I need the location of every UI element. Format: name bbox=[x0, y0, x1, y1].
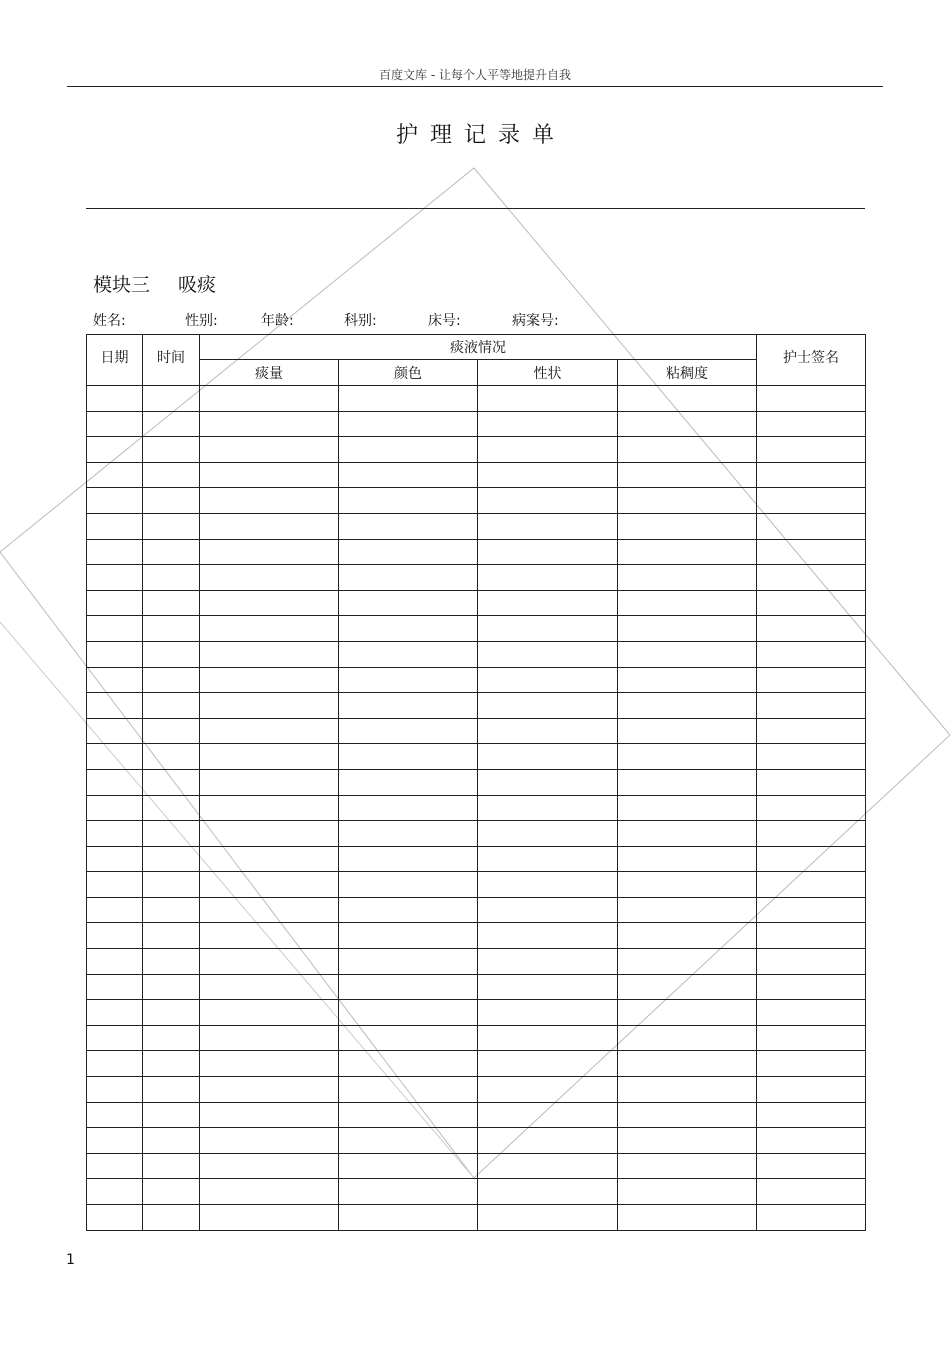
table-cell[interactable] bbox=[200, 565, 339, 591]
table-row bbox=[87, 872, 866, 898]
table-cell[interactable] bbox=[618, 718, 757, 744]
table-cell[interactable] bbox=[478, 872, 618, 898]
table-row bbox=[87, 897, 866, 923]
table-cell[interactable] bbox=[757, 539, 866, 565]
table-cell[interactable] bbox=[757, 1000, 866, 1026]
module-heading bbox=[93, 270, 216, 297]
header-divider bbox=[67, 86, 883, 87]
table-cell[interactable] bbox=[339, 667, 478, 693]
table-row bbox=[87, 513, 866, 539]
table-row bbox=[87, 974, 866, 1000]
table-cell[interactable] bbox=[478, 718, 618, 744]
table-cell[interactable] bbox=[200, 821, 339, 847]
table-cell[interactable] bbox=[143, 437, 200, 463]
table-cell[interactable] bbox=[87, 1153, 143, 1179]
field-department-label: 科别: bbox=[344, 313, 377, 329]
table-cell[interactable] bbox=[200, 616, 339, 642]
table-cell[interactable] bbox=[339, 462, 478, 488]
table-row bbox=[87, 718, 866, 744]
table-cell[interactable] bbox=[478, 488, 618, 514]
table-cell[interactable] bbox=[143, 565, 200, 591]
table-cell[interactable] bbox=[339, 437, 478, 463]
table-cell[interactable] bbox=[200, 949, 339, 975]
table-row bbox=[87, 1025, 866, 1051]
table-cell[interactable] bbox=[757, 1025, 866, 1051]
table-cell[interactable] bbox=[143, 616, 200, 642]
column-header-time: 时间 bbox=[143, 335, 200, 386]
table-cell[interactable] bbox=[200, 411, 339, 437]
table-cell[interactable] bbox=[618, 923, 757, 949]
table-cell[interactable] bbox=[478, 923, 618, 949]
table-cell[interactable] bbox=[757, 821, 866, 847]
table-cell[interactable] bbox=[143, 1000, 200, 1026]
table-cell[interactable] bbox=[87, 872, 143, 898]
table-cell[interactable] bbox=[339, 744, 478, 770]
table-cell[interactable] bbox=[339, 1000, 478, 1026]
table-cell[interactable] bbox=[339, 386, 478, 412]
table-cell[interactable] bbox=[200, 488, 339, 514]
table-cell[interactable] bbox=[618, 437, 757, 463]
column-group-sputum: 痰液情况 bbox=[200, 335, 757, 360]
table-cell[interactable] bbox=[87, 616, 143, 642]
table-row bbox=[87, 411, 866, 437]
table-cell[interactable] bbox=[618, 693, 757, 719]
table-cell[interactable] bbox=[618, 897, 757, 923]
table-cell[interactable] bbox=[87, 641, 143, 667]
table-cell[interactable] bbox=[87, 539, 143, 565]
table-row bbox=[87, 488, 866, 514]
table-cell[interactable] bbox=[87, 923, 143, 949]
table-row bbox=[87, 590, 866, 616]
table-cell[interactable] bbox=[339, 616, 478, 642]
table-cell[interactable] bbox=[618, 795, 757, 821]
table-cell[interactable] bbox=[87, 386, 143, 412]
table-cell[interactable] bbox=[87, 744, 143, 770]
table-row bbox=[87, 795, 866, 821]
table-cell[interactable] bbox=[757, 949, 866, 975]
table-cell[interactable] bbox=[339, 1102, 478, 1128]
table-cell[interactable] bbox=[757, 437, 866, 463]
table-cell[interactable] bbox=[200, 974, 339, 1000]
column-header-nurse-signature: 护士签名 bbox=[757, 335, 866, 386]
table-cell[interactable] bbox=[757, 974, 866, 1000]
table-cell[interactable] bbox=[143, 1128, 200, 1154]
table-row bbox=[87, 616, 866, 642]
table-row bbox=[87, 744, 866, 770]
table-cell[interactable] bbox=[200, 718, 339, 744]
record-body bbox=[87, 386, 866, 1231]
module-label: 模块三 bbox=[93, 274, 151, 296]
table-cell[interactable] bbox=[339, 718, 478, 744]
table-cell[interactable] bbox=[143, 1102, 200, 1128]
table-cell[interactable] bbox=[478, 949, 618, 975]
table-cell[interactable] bbox=[200, 437, 339, 463]
table-cell[interactable] bbox=[200, 1077, 339, 1103]
table-cell[interactable] bbox=[143, 718, 200, 744]
table-cell[interactable] bbox=[757, 795, 866, 821]
table-cell[interactable] bbox=[87, 411, 143, 437]
table-cell[interactable] bbox=[478, 513, 618, 539]
table-cell[interactable] bbox=[618, 1179, 757, 1205]
table-row bbox=[87, 821, 866, 847]
table-cell[interactable] bbox=[339, 1179, 478, 1205]
table-cell[interactable] bbox=[339, 1077, 478, 1103]
table-cell[interactable] bbox=[757, 1051, 866, 1077]
table-cell[interactable] bbox=[87, 1128, 143, 1154]
table-cell[interactable] bbox=[757, 1179, 866, 1205]
table-cell[interactable] bbox=[757, 411, 866, 437]
table-row bbox=[87, 693, 866, 719]
page-number: 1 bbox=[66, 1252, 75, 1268]
page-header-text: 百度文库 - 让每个人平等地提升自我 bbox=[379, 68, 571, 82]
table-row bbox=[87, 923, 866, 949]
table-cell[interactable] bbox=[618, 1025, 757, 1051]
table-cell[interactable] bbox=[478, 590, 618, 616]
table-cell[interactable] bbox=[200, 590, 339, 616]
table-cell[interactable] bbox=[757, 693, 866, 719]
table-cell[interactable] bbox=[339, 539, 478, 565]
table-row bbox=[87, 769, 866, 795]
table-cell[interactable] bbox=[200, 1025, 339, 1051]
table-cell[interactable] bbox=[339, 513, 478, 539]
table-cell[interactable] bbox=[87, 1205, 143, 1231]
table-cell[interactable] bbox=[757, 1205, 866, 1231]
table-cell[interactable] bbox=[339, 1153, 478, 1179]
table-row bbox=[87, 1205, 866, 1231]
table-cell[interactable] bbox=[143, 1205, 200, 1231]
table-cell[interactable] bbox=[87, 1051, 143, 1077]
table-cell[interactable] bbox=[478, 462, 618, 488]
table-row bbox=[87, 1000, 866, 1026]
table-cell[interactable] bbox=[339, 1051, 478, 1077]
table-row bbox=[87, 667, 866, 693]
table-cell[interactable] bbox=[143, 949, 200, 975]
table-row bbox=[87, 1102, 866, 1128]
table-cell[interactable] bbox=[87, 974, 143, 1000]
table-cell[interactable] bbox=[478, 795, 618, 821]
table-cell[interactable] bbox=[143, 1051, 200, 1077]
table-cell[interactable] bbox=[200, 1179, 339, 1205]
table-cell[interactable] bbox=[618, 1128, 757, 1154]
table-cell[interactable] bbox=[87, 821, 143, 847]
table-cell[interactable] bbox=[200, 1153, 339, 1179]
table-cell[interactable] bbox=[478, 616, 618, 642]
table-cell[interactable] bbox=[478, 1102, 618, 1128]
table-cell[interactable] bbox=[757, 1077, 866, 1103]
table-cell[interactable] bbox=[143, 974, 200, 1000]
table-cell[interactable] bbox=[87, 846, 143, 872]
table-cell[interactable] bbox=[200, 795, 339, 821]
column-header-color: 颜色 bbox=[339, 360, 478, 386]
table-cell[interactable] bbox=[339, 897, 478, 923]
table-cell[interactable] bbox=[200, 1051, 339, 1077]
title-divider bbox=[86, 208, 865, 209]
table-cell[interactable] bbox=[757, 1153, 866, 1179]
table-cell[interactable] bbox=[87, 488, 143, 514]
table-cell[interactable] bbox=[757, 769, 866, 795]
table-cell[interactable] bbox=[478, 565, 618, 591]
table-cell[interactable] bbox=[339, 795, 478, 821]
column-header-date: 日期 bbox=[87, 335, 143, 386]
table-cell[interactable] bbox=[478, 744, 618, 770]
table-row bbox=[87, 949, 866, 975]
table-cell[interactable] bbox=[478, 539, 618, 565]
table-cell[interactable] bbox=[200, 897, 339, 923]
table-cell[interactable] bbox=[143, 744, 200, 770]
table-cell[interactable] bbox=[757, 513, 866, 539]
table-cell[interactable] bbox=[339, 411, 478, 437]
table-row bbox=[87, 1179, 866, 1205]
table-cell[interactable] bbox=[618, 616, 757, 642]
table-cell[interactable] bbox=[200, 539, 339, 565]
table-cell[interactable] bbox=[200, 1205, 339, 1231]
table-cell[interactable] bbox=[143, 693, 200, 719]
table-cell[interactable] bbox=[478, 1205, 618, 1231]
table-cell[interactable] bbox=[87, 667, 143, 693]
table-cell[interactable] bbox=[339, 872, 478, 898]
table-cell[interactable] bbox=[200, 1000, 339, 1026]
table-cell[interactable] bbox=[757, 923, 866, 949]
table-cell[interactable] bbox=[339, 1128, 478, 1154]
table-cell[interactable] bbox=[618, 386, 757, 412]
table-cell[interactable] bbox=[618, 1205, 757, 1231]
table-cell[interactable] bbox=[143, 1077, 200, 1103]
table-row bbox=[87, 462, 866, 488]
table-cell[interactable] bbox=[143, 513, 200, 539]
table-cell[interactable] bbox=[339, 769, 478, 795]
table-cell[interactable] bbox=[87, 462, 143, 488]
column-header-character: 性状 bbox=[478, 360, 618, 386]
table-cell[interactable] bbox=[618, 1102, 757, 1128]
table-cell[interactable] bbox=[339, 693, 478, 719]
table-cell[interactable] bbox=[143, 590, 200, 616]
table-cell[interactable] bbox=[478, 437, 618, 463]
table-cell[interactable] bbox=[478, 1025, 618, 1051]
table-cell[interactable] bbox=[478, 1000, 618, 1026]
sputum-record-table bbox=[86, 334, 866, 1231]
table-cell[interactable] bbox=[618, 641, 757, 667]
table-cell[interactable] bbox=[618, 1077, 757, 1103]
table-cell[interactable] bbox=[200, 1102, 339, 1128]
table-cell[interactable] bbox=[143, 923, 200, 949]
table-cell[interactable] bbox=[757, 897, 866, 923]
table-cell[interactable] bbox=[143, 795, 200, 821]
table-cell[interactable] bbox=[478, 1153, 618, 1179]
table-cell[interactable] bbox=[143, 1025, 200, 1051]
table-cell[interactable] bbox=[478, 1179, 618, 1205]
table-cell[interactable] bbox=[143, 1179, 200, 1205]
table-cell[interactable] bbox=[618, 974, 757, 1000]
table-cell[interactable] bbox=[200, 386, 339, 412]
module-name: 吸痰 bbox=[178, 274, 217, 296]
table-cell[interactable] bbox=[87, 718, 143, 744]
table-cell[interactable] bbox=[339, 821, 478, 847]
field-gender-label: 性别: bbox=[185, 313, 218, 329]
table-cell[interactable] bbox=[618, 590, 757, 616]
table-cell[interactable] bbox=[87, 565, 143, 591]
table-cell[interactable] bbox=[757, 386, 866, 412]
field-name-label: 姓名: bbox=[93, 313, 126, 329]
table-row bbox=[87, 1051, 866, 1077]
table-cell[interactable] bbox=[339, 923, 478, 949]
table-cell[interactable] bbox=[618, 846, 757, 872]
table-cell[interactable] bbox=[87, 1077, 143, 1103]
table-cell[interactable] bbox=[87, 437, 143, 463]
table-row bbox=[87, 1153, 866, 1179]
column-header-viscosity: 粘稠度 bbox=[618, 360, 757, 386]
table-cell[interactable] bbox=[143, 1153, 200, 1179]
table-cell[interactable] bbox=[339, 641, 478, 667]
table-cell[interactable] bbox=[757, 641, 866, 667]
table-cell[interactable] bbox=[200, 513, 339, 539]
table-cell[interactable] bbox=[143, 411, 200, 437]
table-cell[interactable] bbox=[87, 1025, 143, 1051]
table-cell[interactable] bbox=[478, 411, 618, 437]
table-cell[interactable] bbox=[87, 795, 143, 821]
table-cell[interactable] bbox=[618, 1153, 757, 1179]
table-cell[interactable] bbox=[87, 590, 143, 616]
table-cell[interactable] bbox=[87, 769, 143, 795]
field-case-number-label: 病案号: bbox=[512, 313, 559, 329]
table-row bbox=[87, 565, 866, 591]
table-cell[interactable] bbox=[478, 386, 618, 412]
field-age-label: 年龄: bbox=[261, 313, 294, 329]
table-cell[interactable] bbox=[478, 769, 618, 795]
table-cell[interactable] bbox=[200, 693, 339, 719]
document-title: 护理记录单 bbox=[395, 123, 566, 148]
table-cell[interactable] bbox=[618, 769, 757, 795]
table-cell[interactable] bbox=[339, 974, 478, 1000]
table-cell[interactable] bbox=[339, 488, 478, 514]
table-row bbox=[87, 437, 866, 463]
table-cell[interactable] bbox=[87, 513, 143, 539]
table-cell[interactable] bbox=[87, 897, 143, 923]
table-cell[interactable] bbox=[757, 872, 866, 898]
table-cell[interactable] bbox=[757, 565, 866, 591]
table-row bbox=[87, 539, 866, 565]
table-cell[interactable] bbox=[478, 1051, 618, 1077]
table-row bbox=[87, 1128, 866, 1154]
table-cell[interactable] bbox=[339, 565, 478, 591]
table-cell[interactable] bbox=[200, 872, 339, 898]
table-cell[interactable] bbox=[618, 1000, 757, 1026]
table-cell[interactable] bbox=[143, 539, 200, 565]
table-cell[interactable] bbox=[757, 744, 866, 770]
table-cell[interactable] bbox=[143, 386, 200, 412]
table-cell[interactable] bbox=[757, 1102, 866, 1128]
table-cell[interactable] bbox=[339, 590, 478, 616]
table-cell[interactable] bbox=[200, 923, 339, 949]
table-cell[interactable] bbox=[200, 744, 339, 770]
table-cell[interactable] bbox=[87, 1179, 143, 1205]
table-cell[interactable] bbox=[143, 641, 200, 667]
table-cell[interactable] bbox=[200, 641, 339, 667]
field-bed-label: 床号: bbox=[428, 313, 461, 329]
table-cell[interactable] bbox=[87, 693, 143, 719]
table-cell[interactable] bbox=[143, 846, 200, 872]
table-cell[interactable] bbox=[618, 744, 757, 770]
table-cell[interactable] bbox=[757, 590, 866, 616]
table-cell[interactable] bbox=[143, 897, 200, 923]
table-cell[interactable] bbox=[618, 488, 757, 514]
table-cell[interactable] bbox=[87, 949, 143, 975]
table-cell[interactable] bbox=[478, 974, 618, 1000]
column-header-amount: 痰量 bbox=[200, 360, 339, 386]
table-cell[interactable] bbox=[618, 513, 757, 539]
table-cell[interactable] bbox=[757, 667, 866, 693]
table-cell[interactable] bbox=[757, 488, 866, 514]
table-cell[interactable] bbox=[200, 846, 339, 872]
table-row bbox=[87, 386, 866, 412]
table-cell[interactable] bbox=[478, 897, 618, 923]
table-cell[interactable] bbox=[618, 462, 757, 488]
table-cell[interactable] bbox=[618, 411, 757, 437]
table-cell[interactable] bbox=[339, 846, 478, 872]
table-cell[interactable] bbox=[143, 872, 200, 898]
table-cell[interactable] bbox=[143, 462, 200, 488]
table-cell[interactable] bbox=[618, 565, 757, 591]
table-row bbox=[87, 641, 866, 667]
table-cell[interactable] bbox=[87, 1000, 143, 1026]
table-cell[interactable] bbox=[143, 821, 200, 847]
table-row bbox=[87, 846, 866, 872]
table-cell[interactable] bbox=[200, 462, 339, 488]
table-cell[interactable] bbox=[200, 667, 339, 693]
table-cell[interactable] bbox=[757, 718, 866, 744]
table-cell[interactable] bbox=[339, 949, 478, 975]
table-row bbox=[87, 1077, 866, 1103]
table-cell[interactable] bbox=[757, 846, 866, 872]
table-cell[interactable] bbox=[143, 769, 200, 795]
table-cell[interactable] bbox=[757, 616, 866, 642]
table-cell[interactable] bbox=[618, 872, 757, 898]
table-cell[interactable] bbox=[618, 1051, 757, 1077]
table-cell[interactable] bbox=[618, 539, 757, 565]
table-cell[interactable] bbox=[339, 1205, 478, 1231]
table-cell[interactable] bbox=[478, 1128, 618, 1154]
table-cell[interactable] bbox=[478, 693, 618, 719]
table-cell[interactable] bbox=[618, 667, 757, 693]
table-cell[interactable] bbox=[143, 667, 200, 693]
table-cell[interactable] bbox=[618, 949, 757, 975]
table-cell[interactable] bbox=[478, 821, 618, 847]
table-cell[interactable] bbox=[618, 821, 757, 847]
table-cell[interactable] bbox=[478, 641, 618, 667]
table-cell[interactable] bbox=[478, 846, 618, 872]
table-cell[interactable] bbox=[200, 1128, 339, 1154]
table-cell[interactable] bbox=[87, 1102, 143, 1128]
table-cell[interactable] bbox=[339, 1025, 478, 1051]
table-cell[interactable] bbox=[478, 667, 618, 693]
table-cell[interactable] bbox=[143, 488, 200, 514]
table-cell[interactable] bbox=[478, 1077, 618, 1103]
table-cell[interactable] bbox=[757, 462, 866, 488]
table-cell[interactable] bbox=[757, 1128, 866, 1154]
table-cell[interactable] bbox=[200, 769, 339, 795]
